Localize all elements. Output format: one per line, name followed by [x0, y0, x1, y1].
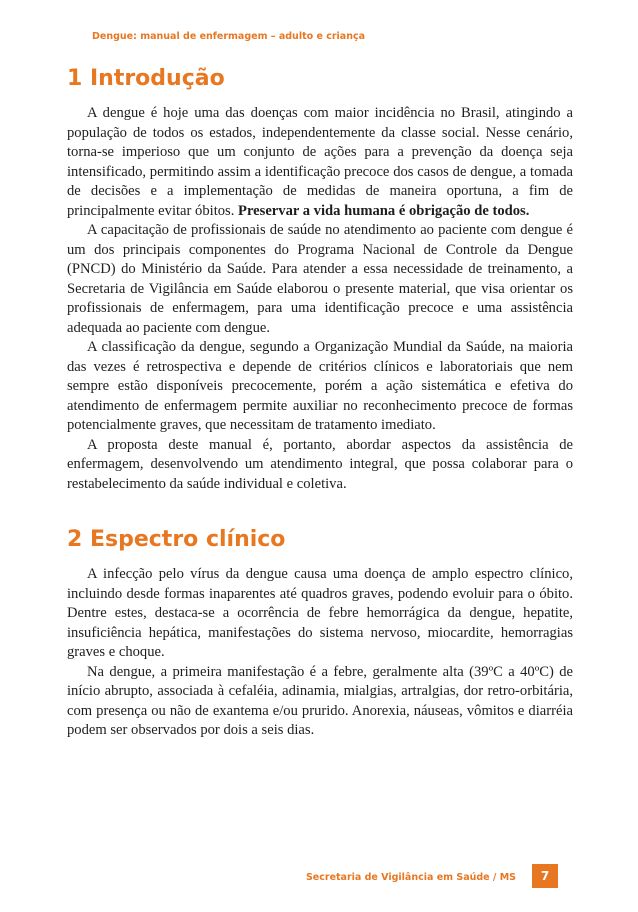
paragraph: Na dengue, a primeira manifestação é a febre, geralmente alta (39ºC a 40ºC) de início abrupto, associada à cefaléia, adinamia, mialgias, artralgias, dor retro-orbitária, com presença ou não de exantema e/ou prurido. Anorexia, náuseas, vômitos e diarréia podem ser observados por dois a seis dias. [67, 663, 573, 738]
running-header: Dengue: manual de enfermagem – adulto e criança [92, 31, 365, 42]
paragraph: A infecção pelo vírus da dengue causa uma doença de amplo espectro clínico, incluindo desde formas inaparentes até quadros graves, podendo evoluir para o óbito. Dentre estes, destaca-se a ocorrência de febre hemorrágica da dengue, hepatite, insuficiência hepática, manifestações do sistema nervoso, miocardite, hemorragias graves e choque. [67, 566, 573, 660]
paragraph: A classificação da dengue, segundo a Organização Mundial da Saúde, na maioria das vezes é retrospectiva e depende de critérios clínicos e laboratoriais que nem sempre estão disponíveis precocemente, porém a ação sistemática e efetiva do atendimento de enfermagem permite auxiliar no reconhecimento precoce de formas potencialmente graves, que necessitam de tratamento imediato. [67, 339, 573, 433]
page-number-badge: 7 [532, 864, 558, 888]
paragraph-text: A dengue é hoje uma das doenças com maior incidência no Brasil, atingindo a população de todos os estados, independentemente da classe social. Nesse cenário, torna-se imperioso que um conjunto de ações para a prevenção da doença seja intensificado, permitindo assim a identificação precoce dos casos de dengue, a tomada de decisões e a implementação de medidas de maneira oportuna, a fim de principalmente evitar óbitos. [67, 105, 573, 219]
section-heading-espectro-clinico: 2 Espectro clínico [67, 527, 286, 552]
emphasis-text: Preservar a vida humana é obrigação de todos. [238, 202, 530, 219]
paragraph [67, 104, 573, 221]
paragraph: A capacitação de profissionais de saúde no atendimento ao paciente com dengue é um dos principais componentes do Programa Nacional de Controle da Dengue (PNCD) do Ministério da Saúde. Para atender a essa necessidade de treinamento, a Secretaria de Vigilância em Saúde elaborou o presente material, que visa orientar os profissionais de enfermagem, para uma identificação precoce e uma assistência adequada ao paciente com dengue. [67, 222, 573, 336]
section-heading-introducao: 1 Introdução [67, 66, 225, 91]
paragraph: A proposta deste manual é, portanto, abordar aspectos da assistência de enfermagem, desenvolvendo um atendimento integral, que possa colaborar para o restabelecimento da saúde individual e coletiva. [67, 436, 573, 492]
footer-label: Secretaria de Vigilância em Saúde / MS [305, 872, 516, 883]
main-content [67, 64, 573, 741]
